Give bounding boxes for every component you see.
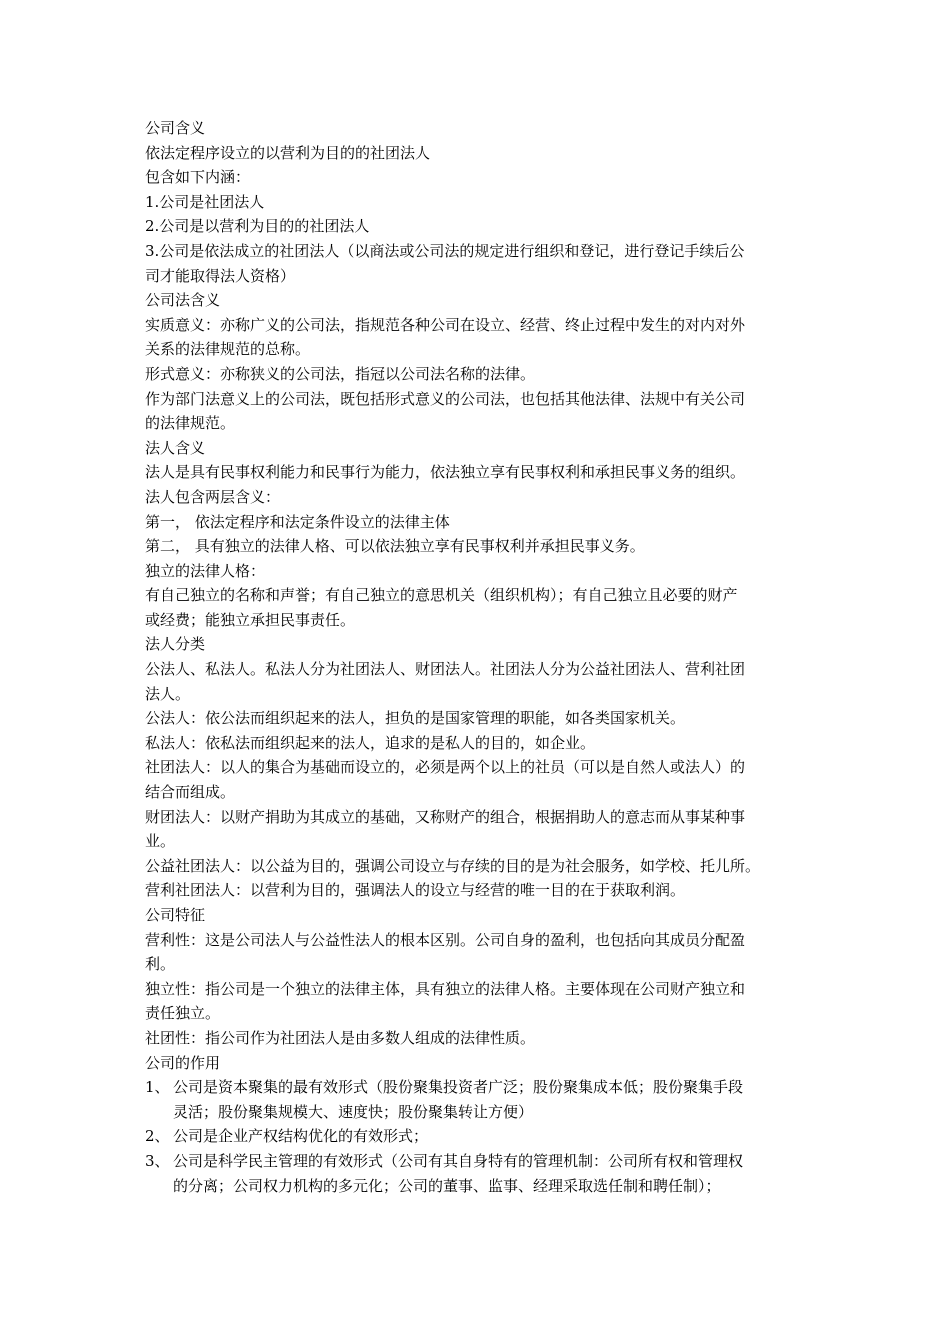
text-line: 公司特征 <box>145 906 206 924</box>
text-line: 作为部门法意义上的公司法，既包括形式意义的公司法，也包括其他法律、法规中有关公司 <box>145 389 746 408</box>
text-line: 关系的法律规范的总称。 <box>145 340 311 359</box>
text-line: 公法人：依公法而组织起来的法人，担负的是国家管理的职能，如各类国家机关。 <box>145 709 686 728</box>
text-line: 第一， 依法定程序和法定条件设立的法律主体 <box>145 512 450 531</box>
text-line: 公益社团法人：以公益为目的，强调公司设立与存续的目的是为社会服务，如学校、托儿所。 <box>145 856 761 875</box>
text-line: 公司含义 <box>145 119 206 137</box>
text-line: 法人含义 <box>145 438 206 457</box>
text-line: 公司的作用 <box>145 1053 221 1072</box>
text-line: 独立性：指公司是一个独立的法律主体，具有独立的法律人格。主要体现在公司财产独立和 <box>145 979 746 998</box>
list-text: 公司是企业产权结构优化的有效形式； <box>173 1127 429 1146</box>
text-line: 实质意义：亦称广义的公司法，指规范各种公司在设立、经营、终止过程中发生的对内对外 <box>145 315 746 334</box>
list-item-3 <box>145 1149 810 1174</box>
list-number: 3、 <box>145 1151 170 1170</box>
list-number: 2、 <box>145 1127 170 1146</box>
list-item-1-continued: 灵活；股份聚集规模大、速度快；股份聚集转让方便） <box>173 1102 534 1121</box>
text-line: 公司法含义 <box>145 291 221 310</box>
text-line: 公法人、私法人。私法人分为社团法人、财团法人。社团法人分为公益社团法人、营利社团 <box>145 660 746 679</box>
text-line: 法人是具有民事权利能力和民事行为能力，依法独立享有民事权利和承担民事义务的组织。 <box>145 463 746 482</box>
text-line: 依法定程序设立的以营利为目的的社团法人 <box>145 143 431 162</box>
text-line: 结合而组成。 <box>145 783 236 802</box>
list-item-3-continued: 的分离；公司权力机构的多元化；公司的董事、监事、经理采取选任制和聘任制）； <box>173 1176 721 1195</box>
text-line: 营利性：这是公司法人与公益性法人的根本区别。公司自身的盈利，也包括向其成员分配盈 <box>145 930 746 949</box>
text-line: 第二， 具有独立的法律人格、可以依法独立享有民事权利并承担民事义务。 <box>145 537 645 556</box>
text-line: 私法人：依私法而组织起来的法人，追求的是私人的目的，如企业。 <box>145 733 596 752</box>
list-number: 1、 <box>145 1078 170 1097</box>
text-line: 法人包含两层含义： <box>145 487 281 506</box>
text-line: 或经费；能独立承担民事责任。 <box>145 610 356 629</box>
numbered-list <box>145 1075 810 1198</box>
text-line: 的法律规范。 <box>145 414 236 433</box>
list-text: 公司是资本聚集的最有效形式（股份聚集投资者广泛；股份聚集成本低；股份聚集手段 <box>173 1078 744 1097</box>
text-line: 司才能取得法人资格） <box>145 266 296 285</box>
text-line: 2.公司是以营利为目的的社团法人 <box>145 217 370 236</box>
text-line: 业。 <box>145 832 176 851</box>
text-line: 法人分类 <box>145 635 206 654</box>
text-line: 营利社团法人：以营利为目的，强调法人的设立与经营的唯一目的在于获取利润。 <box>145 881 686 900</box>
text-line: 1.公司是社团法人 <box>145 192 265 211</box>
list-item-1 <box>145 1075 810 1100</box>
document-page <box>145 116 810 1198</box>
text-line: 3.公司是依法成立的社团法人（以商法或公司法的规定进行组织和登记，进行登记手续后公 <box>145 241 745 260</box>
text-line: 利。 <box>145 955 176 974</box>
text-line: 形式意义：亦称狭义的公司法，指冠以公司法名称的法律。 <box>145 364 536 383</box>
text-line: 财团法人：以财产捐助为其成立的基础，又称财产的组合，根据捐助人的意志而从事某种事 <box>145 807 746 826</box>
text-line: 法人。 <box>145 684 191 703</box>
list-text: 公司是科学民主管理的有效形式（公司有其自身特有的管理机制：公司所有权和管理权 <box>173 1151 744 1170</box>
list-item-2 <box>145 1124 810 1149</box>
text-line: 有自己独立的名称和声誉；有自己独立的意思机关（组织机构）；有自己独立且必要的财产 <box>145 586 738 605</box>
text-line: 社团法人：以人的集合为基础而设立的，必须是两个以上的社员（可以是自然人或法人）的 <box>145 758 746 777</box>
text-line: 社团性：指公司作为社团法人是由多数人组成的法律性质。 <box>145 1028 536 1047</box>
document-body <box>145 116 810 1075</box>
text-line: 独立的法律人格： <box>145 561 266 580</box>
text-line: 包含如下内涵： <box>145 168 251 187</box>
text-line: 责任独立。 <box>145 1004 221 1023</box>
